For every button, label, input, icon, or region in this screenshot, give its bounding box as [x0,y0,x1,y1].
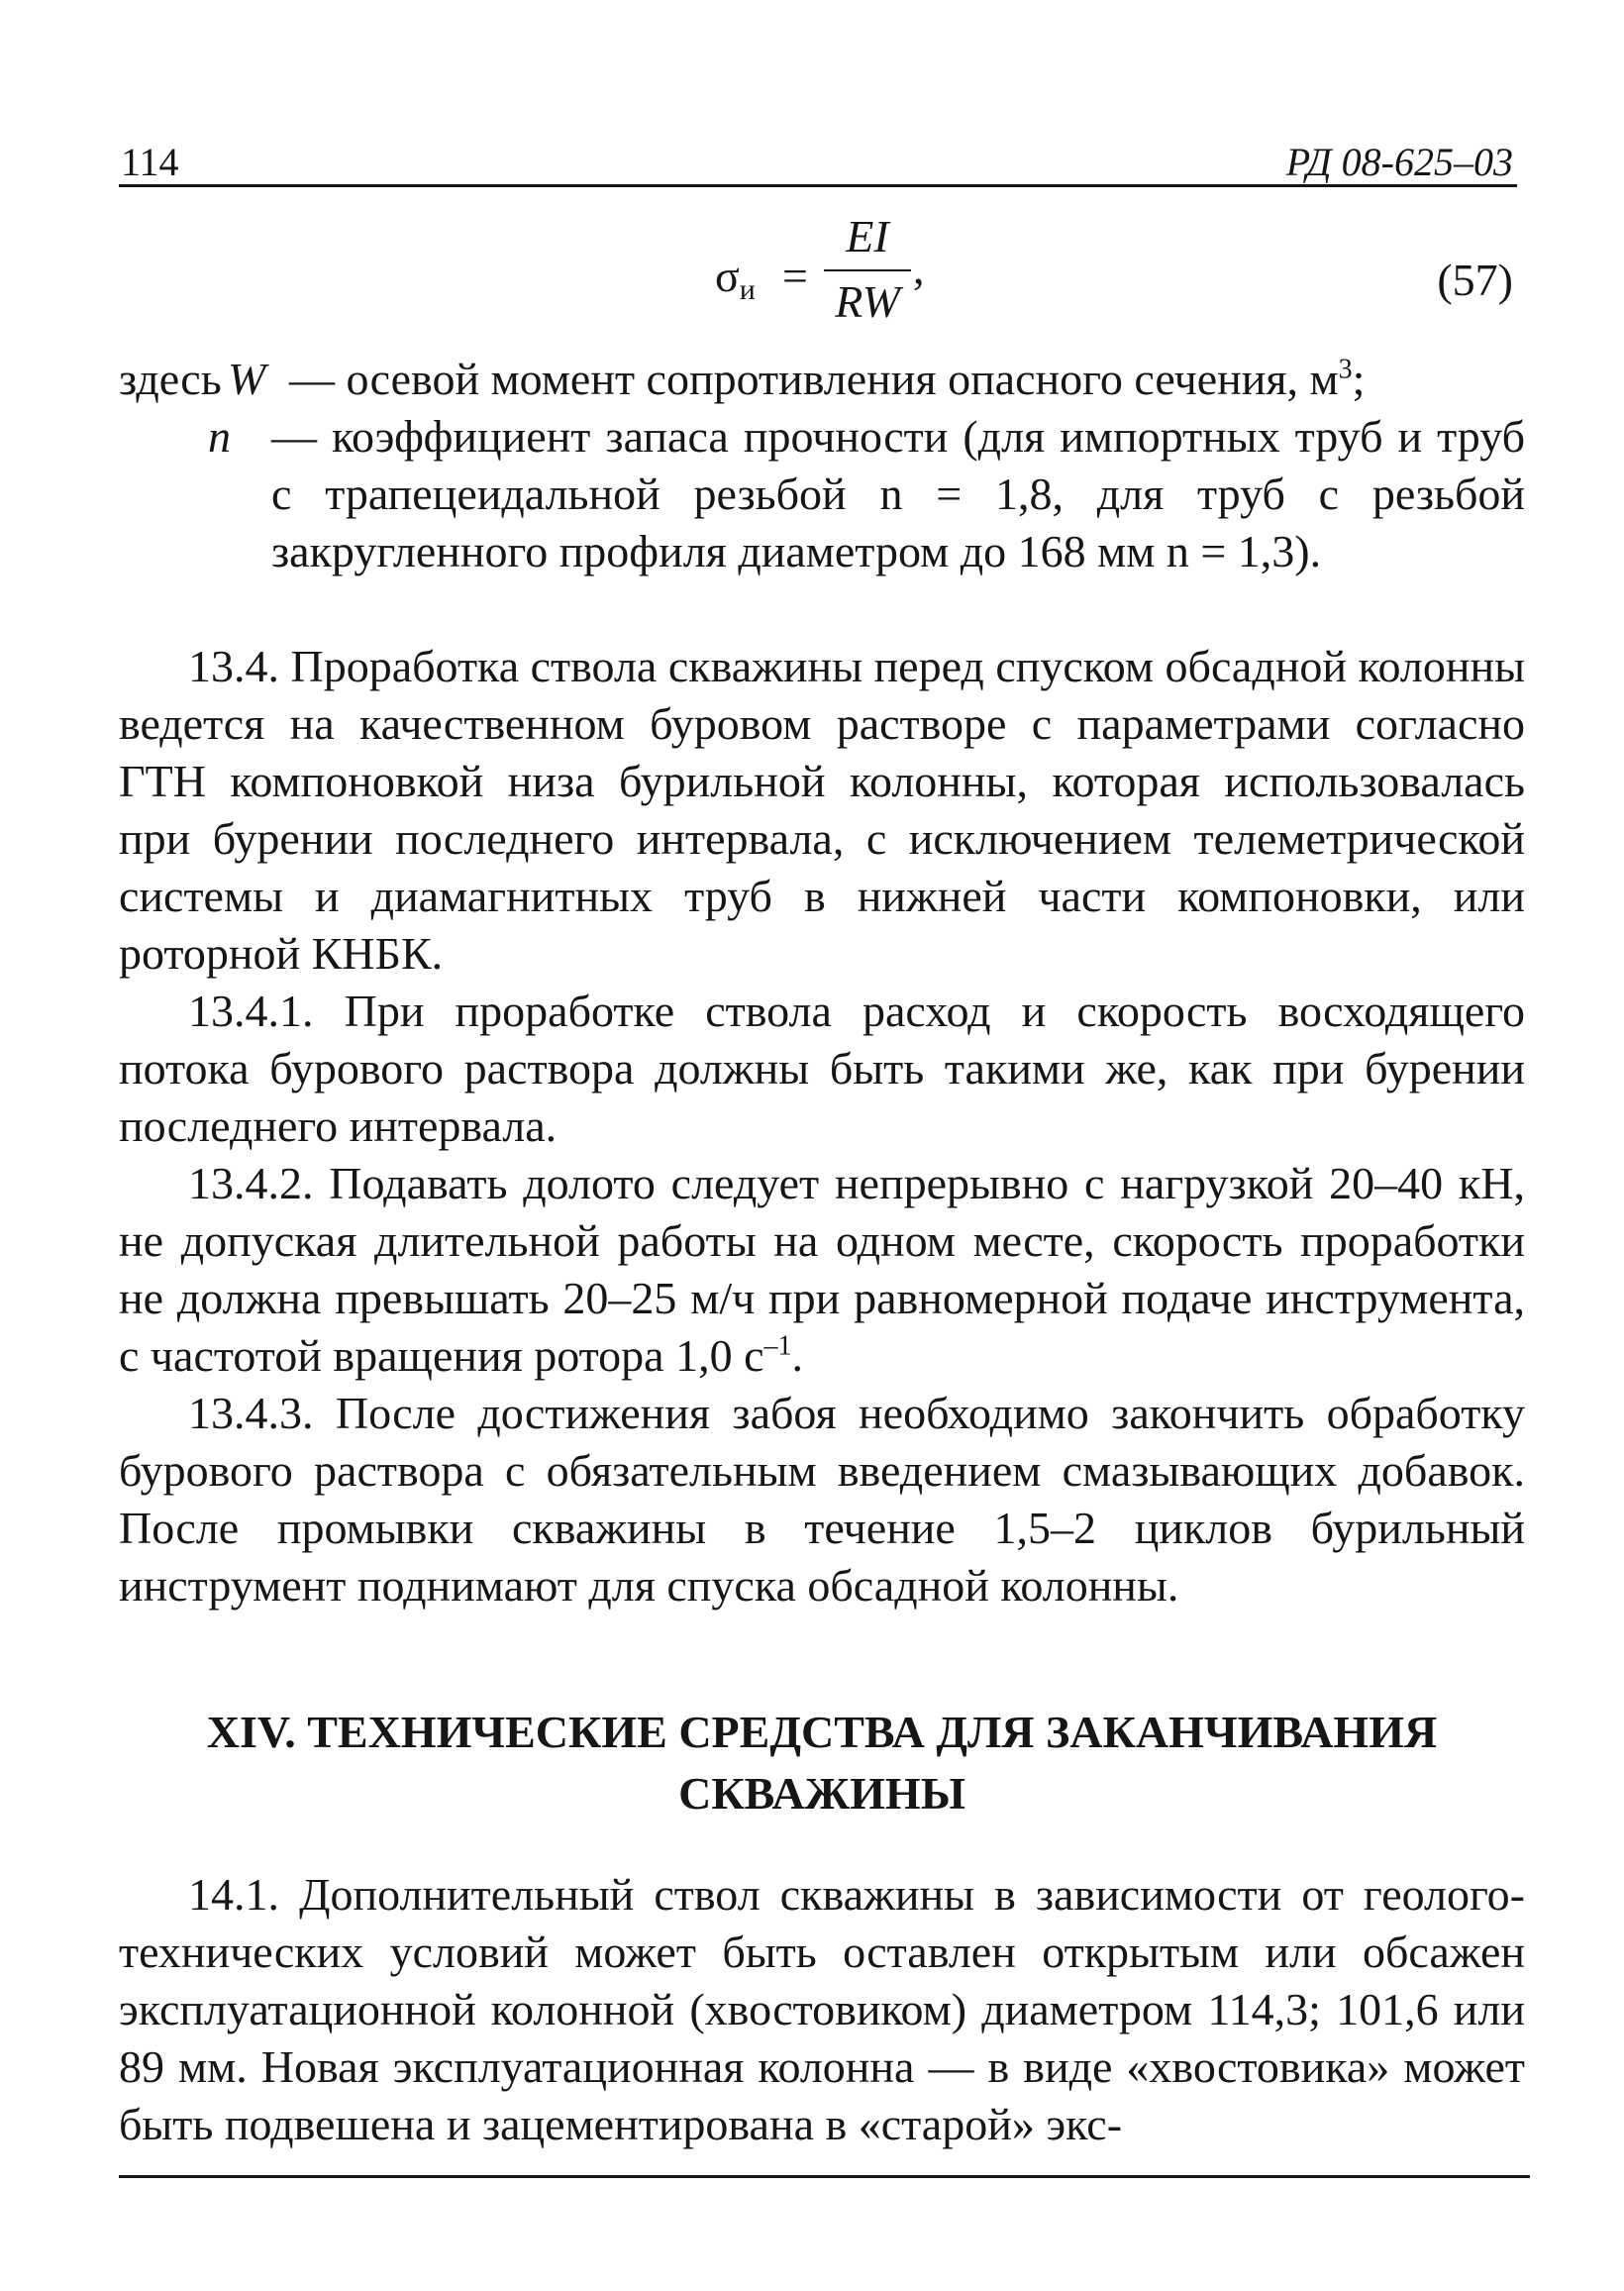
header-rule [119,184,1517,187]
formula-lhs-subscript: и [739,273,756,306]
definition-body: — осевой момент сопротивления опасного сечения, м [289,354,1339,404]
paragraph-14-1: 14.1. Дополнительный ствол скважины в зависимости от геолого-технических условий может быть оставлен открытым или обсажен эксплуатационной колонной (хвостовиком) диаметром 114,3; 101,6 или 89 мм. Новая эксплуатационная колонна — в виде «хвостовика» может быть подвешена и зацементирована в «старой» экс- [119,1869,1525,2149]
formula-equals: = [782,251,808,301]
definition-n [119,408,1525,580]
formula-denominator: RW [835,276,900,327]
definition-tail: ; [1352,354,1366,404]
section-heading-line-1: XIV. ТЕХНИЧЕСКИЕ СРЕДСТВА ДЛЯ ЗАКАНЧИВАНИЯ [206,1707,1438,1757]
section-heading [119,1702,1525,1824]
definition-symbol: n [208,411,231,462]
formula-sigma: σ [715,251,740,301]
footer-rule [119,2175,1530,2178]
page-number: 114 [121,140,179,184]
fraction-bar [824,269,911,271]
paragraph-13-4-2-superscript: –1 [763,1330,792,1362]
definition-text: — коэффициент запаса прочности (для импортных труб и труб с трапецеидальной резьбой n = 1,8, для труб с резьбой закругленного профиля диаметром до 168 мм n = 1,3). [271,411,1525,576]
body-text [119,638,1525,1614]
definition-lead: здесь [119,354,222,404]
definition-superscript: 3 [1338,354,1353,385]
definition-symbol: W [228,354,266,404]
definition-text [275,351,1525,408]
formula-numerator: EI [846,211,889,261]
formula-definitions [119,351,1525,580]
paragraph-13-4-3: 13.4.3. После достижения забоя необходимо закончить обработку бурового раствора с обязательным введением смазывающих добавок. После промывки скважины в течение 1,5–2 циклов бурильный инструмент поднимают для спуска обсадной колонны. [119,1388,1525,1611]
definition-w [119,351,1525,408]
paragraph-13-4-1: 13.4.1. При проработке ствола расход и скорость восходящего потока бурового раствора должны быть такими же, как при бурении последнего интервала. [119,986,1525,1151]
formula-comma: , [913,243,925,293]
formula-57 [0,210,1624,349]
paragraph-13-4: 13.4. Проработка ствола скважины перед спуском обсадной колонны ведется на качественном буровом растворе с параметрами согласно ГТН компоновкой низа бурильной колонны, которая использовалась при бурении последнего интервала, с исключением телеметрической системы и диамагнитных труб в нижней части компоновки, или роторной КНБК. [119,641,1525,979]
paragraph-13-4-2 [119,1155,1525,1385]
paragraph-13-4-2-tail: . [791,1330,803,1381]
formula-number: (57) [1437,255,1513,305]
body-text-section-14 [119,1866,1525,2153]
section-heading-line-2: СКВАЖИНЫ [678,1768,965,1819]
formula-lhs [715,250,756,306]
paragraph-13-4-2-text: 13.4.2. Подавать долото следует непрерывно с нагрузкой 20–40 кН, не допуская длительной работы на одном месте, скорость проработки не должна превышать 20–25 м/ч при равномерной подаче инструмента, с частотой вращения ротора 1,0 с [119,1158,1525,1381]
formula-fraction [824,210,911,329]
document-code: РД 08-625–03 [1285,140,1513,184]
